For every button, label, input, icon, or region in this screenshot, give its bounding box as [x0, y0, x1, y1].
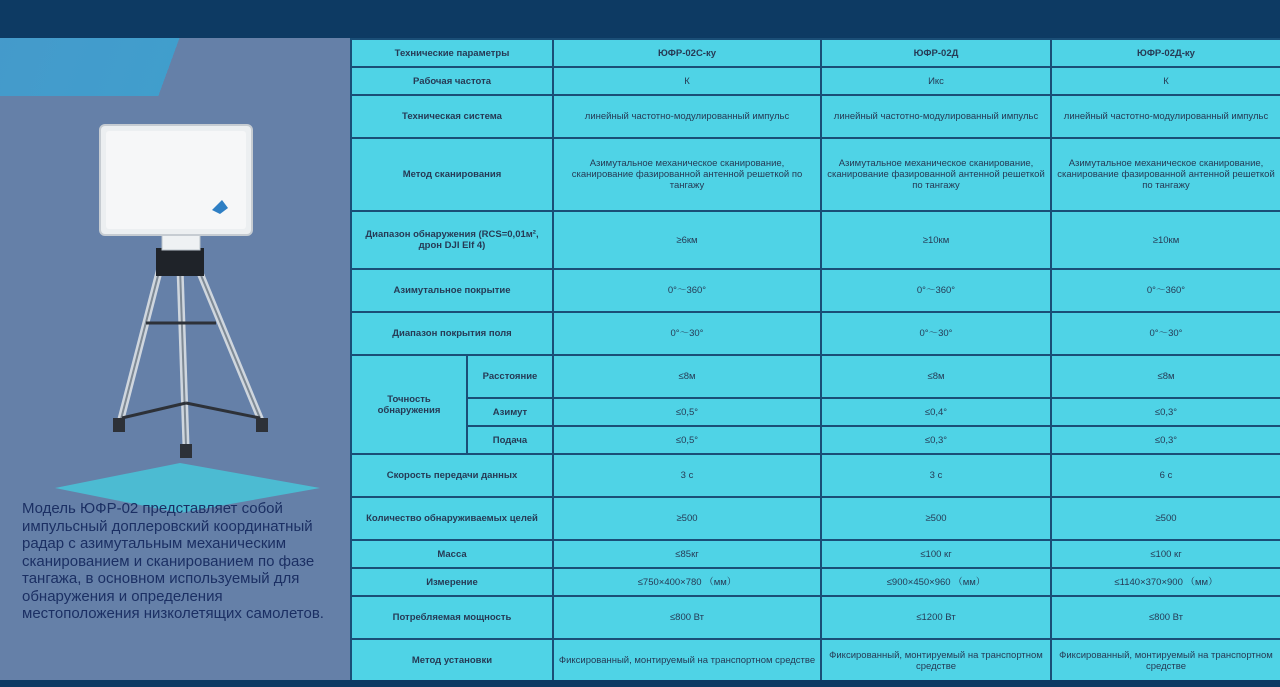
table-cell: ≥500	[553, 497, 821, 540]
table-row	[351, 568, 1280, 596]
table-cell: ≥6км	[553, 211, 821, 269]
panel-accent	[0, 38, 190, 96]
table-cell: К	[553, 67, 821, 95]
table-row	[351, 67, 1280, 95]
table-cell: ≤0,4°	[821, 398, 1051, 426]
table-cell: ≤900×450×960 （мм）	[821, 568, 1051, 596]
table-cell: ≥10км	[1051, 211, 1280, 269]
param-power: Потребляемая мощность	[351, 596, 553, 639]
table-cell: ≤0,3°	[821, 426, 1051, 454]
header-model-02d-ku: ЮФР-02Д-ку	[1051, 39, 1280, 67]
table-cell: Фиксированный, монтируемый на транспортном средстве	[821, 639, 1051, 682]
bottom-banner	[0, 680, 1280, 687]
table-cell: ≤1140×370×900 （мм）	[1051, 568, 1280, 596]
radar-image	[40, 118, 320, 528]
table-cell: Икс	[821, 67, 1051, 95]
table-cell: ≤0,5°	[553, 426, 821, 454]
table-cell: ≤8м	[821, 355, 1051, 398]
param-detection-range: Диапазон обнаружения (RCS=0,01м², дрон DJI Elf 4)	[351, 211, 553, 269]
table-cell: 0°～30°	[553, 312, 821, 355]
param-frequency: Рабочая частота	[351, 67, 553, 95]
param-mass: Масса	[351, 540, 553, 568]
table-cell: К	[1051, 67, 1280, 95]
table-cell: ≤8м	[553, 355, 821, 398]
table-row	[351, 138, 1280, 211]
table-cell: Азимутальное механическое сканирование, сканирование фазированной антенной решеткой по тангажу	[553, 138, 821, 211]
table-row	[351, 497, 1280, 540]
table-cell: 3 с	[821, 454, 1051, 497]
table-header-row	[351, 39, 1280, 67]
table-cell: ≤100 кг	[1051, 540, 1280, 568]
spec-table	[350, 38, 1280, 683]
table-cell: ≥500	[821, 497, 1051, 540]
table-cell: линейный частотно-модулированный импульс	[1051, 95, 1280, 138]
table-cell: ≥500	[1051, 497, 1280, 540]
table-row	[351, 269, 1280, 312]
table-row	[351, 95, 1280, 138]
table-row	[351, 398, 1280, 426]
param-dimensions: Измерение	[351, 568, 553, 596]
param-field-coverage: Диапазон покрытия поля	[351, 312, 553, 355]
table-cell: ≤750×400×780 （мм）	[553, 568, 821, 596]
radar-tripod-illustration	[40, 118, 320, 528]
param-scan-method: Метод сканирования	[351, 138, 553, 211]
table-row	[351, 454, 1280, 497]
table-cell: ≤800 Вт	[553, 596, 821, 639]
table-cell: 3 с	[553, 454, 821, 497]
param-system: Техническая система	[351, 95, 553, 138]
table-cell: Фиксированный, монтируемый на транспортном средстве	[553, 639, 821, 682]
table-cell: ≤0,3°	[1051, 426, 1280, 454]
table-row	[351, 639, 1280, 682]
table-cell: Азимутальное механическое сканирование, сканирование фазированной антенной решеткой по тангажу	[1051, 138, 1280, 211]
table-cell: Азимутальное механическое сканирование, сканирование фазированной антенной решеткой по тангажу	[821, 138, 1051, 211]
table-cell: 6 с	[1051, 454, 1280, 497]
product-description: Модель ЮФР-02 представляет собой импульсный доплеровский координатный радар с азимутальным механическим сканированием и сканированием по фазе тангажа, в основном используемый для обнаружения и определения местоположения низколетящих самолетов.	[22, 500, 324, 622]
param-accuracy: Точность обнаружения	[351, 355, 467, 454]
table-row	[351, 540, 1280, 568]
header-model-02s-ku: ЮФР-02С-ку	[553, 39, 821, 67]
product-panel	[0, 38, 350, 680]
param-accuracy-distance: Расстояние	[467, 355, 553, 398]
table-cell: 0°～360°	[553, 269, 821, 312]
table-row	[351, 426, 1280, 454]
top-banner	[0, 0, 1280, 38]
table-cell: ≤0,5°	[553, 398, 821, 426]
param-azimuth-coverage: Азимутальное покрытие	[351, 269, 553, 312]
param-accuracy-pitch: Подача	[467, 426, 553, 454]
table-cell: 0°～30°	[1051, 312, 1280, 355]
table-cell: Фиксированный, монтируемый на транспортном средстве	[1051, 639, 1280, 682]
table-cell: 0°～30°	[821, 312, 1051, 355]
param-accuracy-azimuth: Азимут	[467, 398, 553, 426]
param-target-count: Количество обнаруживаемых целей	[351, 497, 553, 540]
table-row	[351, 596, 1280, 639]
table-cell: ≤1200 Вт	[821, 596, 1051, 639]
table-cell: ≤85кг	[553, 540, 821, 568]
header-parameters: Технические параметры	[351, 39, 553, 67]
table-cell: линейный частотно-модулированный импульс	[553, 95, 821, 138]
table-cell: ≥10км	[821, 211, 1051, 269]
header-model-02d: ЮФР-02Д	[821, 39, 1051, 67]
table-cell: ≤8м	[1051, 355, 1280, 398]
param-data-rate: Скорость передачи данных	[351, 454, 553, 497]
table-cell: линейный частотно-модулированный импульс	[821, 95, 1051, 138]
table-cell: ≤800 Вт	[1051, 596, 1280, 639]
param-installation: Метод установки	[351, 639, 553, 682]
table-cell: ≤100 кг	[821, 540, 1051, 568]
table-row	[351, 312, 1280, 355]
table-row	[351, 211, 1280, 269]
table-cell: 0°～360°	[821, 269, 1051, 312]
table-cell: 0°～360°	[1051, 269, 1280, 312]
table-row	[351, 355, 1280, 398]
table-cell: ≤0,3°	[1051, 398, 1280, 426]
